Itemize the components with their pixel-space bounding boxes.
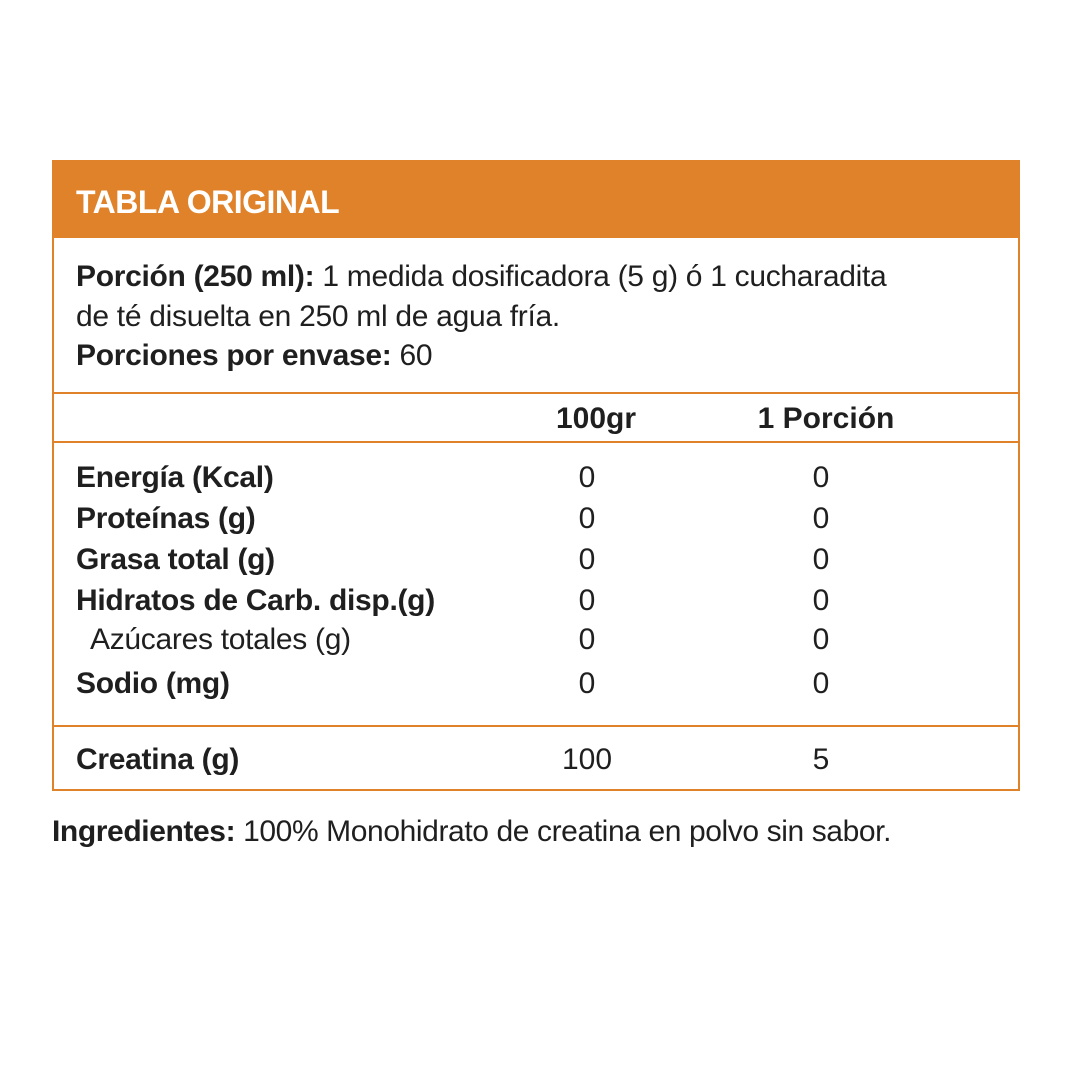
divider xyxy=(54,441,1018,443)
ingredients-text: 100% Monohidrato de creatina en polvo sin sabor. xyxy=(235,815,892,848)
nutrition-table xyxy=(52,160,1020,791)
divider xyxy=(54,725,1018,727)
ingredients-label: Ingredientes: xyxy=(52,815,236,848)
table-title: TABLA ORIGINAL xyxy=(76,184,340,220)
row-label-carbs: Hidratos de Carb. disp.(g) xyxy=(76,584,435,617)
row-value-carbs-portion: 0 xyxy=(812,584,830,617)
portion-text-1: 1 medida dosificadora (5 g) ó 1 cucharadita xyxy=(314,260,887,293)
row-value-energy-100: 0 xyxy=(578,461,596,494)
row-value-sugars-portion: 0 xyxy=(812,623,830,656)
ingredients-line xyxy=(52,812,891,852)
row-value-sodium-100: 0 xyxy=(578,667,596,700)
table-header xyxy=(54,162,1018,238)
row-label-creatine: Creatina (g) xyxy=(76,743,240,776)
row-label-sugars: Azúcares totales (g) xyxy=(90,623,351,656)
servings-line xyxy=(76,336,432,376)
servings-value: 60 xyxy=(391,339,433,372)
column-header-100gr: 100gr xyxy=(555,402,637,435)
row-label-energy: Energía (Kcal) xyxy=(76,461,274,494)
servings-label: Porciones por envase: xyxy=(76,339,392,372)
row-value-creatine-portion: 5 xyxy=(812,743,830,776)
row-value-creatine-100: 100 xyxy=(561,743,613,776)
row-value-sodium-portion: 0 xyxy=(812,667,830,700)
row-value-fat-100: 0 xyxy=(578,543,596,576)
row-label-protein: Proteínas (g) xyxy=(76,502,256,535)
portion-line-1 xyxy=(76,257,886,297)
row-value-protein-100: 0 xyxy=(578,502,596,535)
row-label-fat: Grasa total (g) xyxy=(76,543,275,576)
column-header-portion: 1 Porción xyxy=(757,402,895,435)
row-label-sodium: Sodio (mg) xyxy=(76,667,230,700)
row-value-sugars-100: 0 xyxy=(578,623,596,656)
row-value-carbs-100: 0 xyxy=(578,584,596,617)
portion-text-2: de té disuelta en 250 ml de agua fría. xyxy=(76,300,560,333)
portion-label: Porción (250 ml): xyxy=(76,260,315,293)
row-value-energy-portion: 0 xyxy=(812,461,830,494)
divider xyxy=(54,392,1018,394)
row-value-fat-portion: 0 xyxy=(812,543,830,576)
row-value-protein-portion: 0 xyxy=(812,502,830,535)
